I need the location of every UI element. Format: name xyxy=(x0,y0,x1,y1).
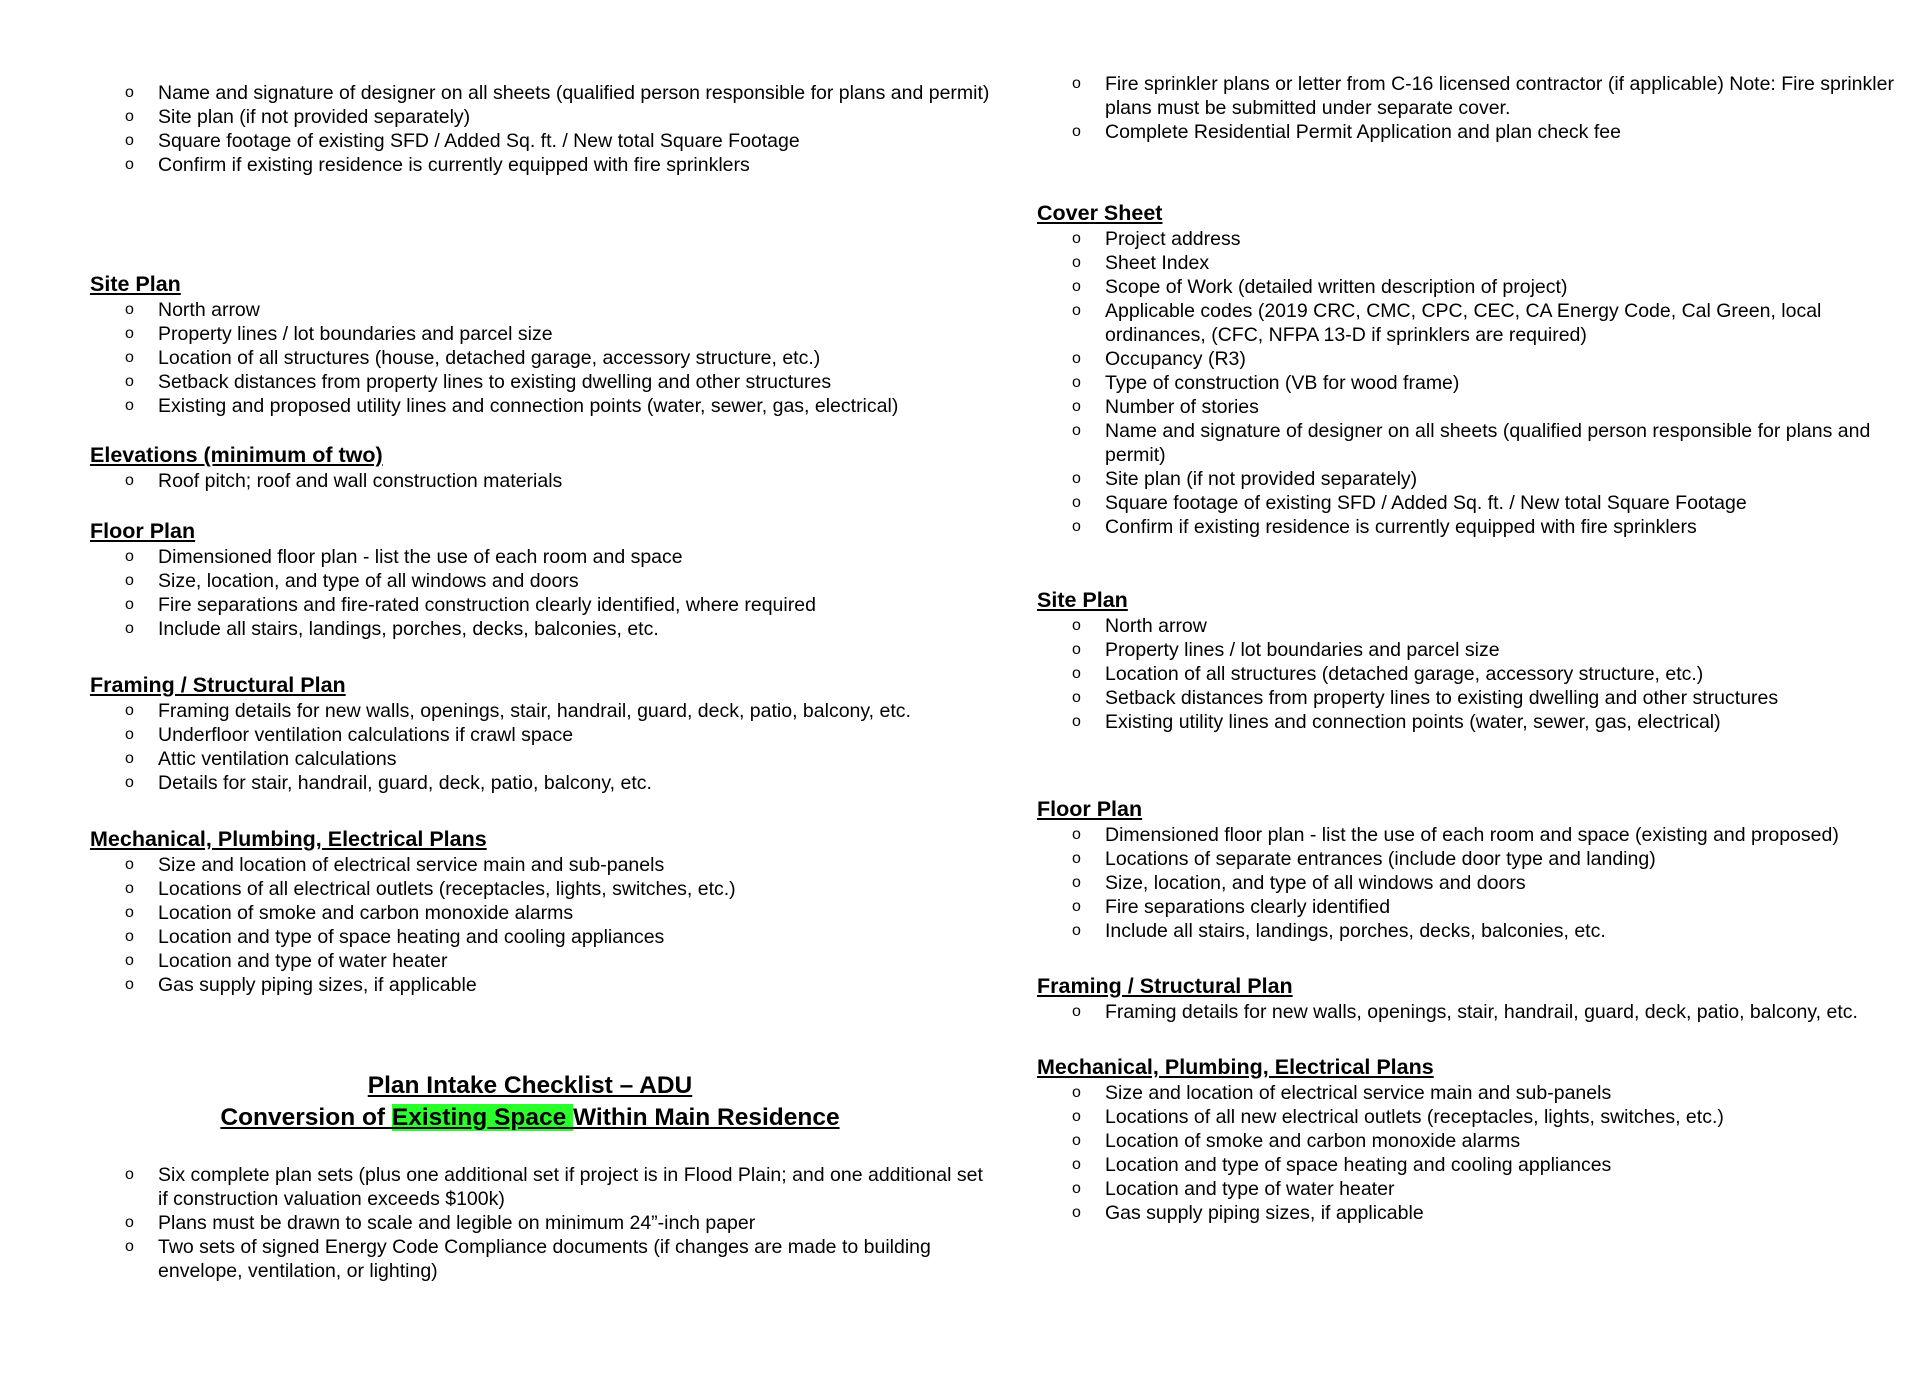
bullet-icon: o xyxy=(1072,422,1081,439)
list-item-text: Location of smoke and carbon monoxide alarms xyxy=(1105,1130,1521,1152)
list-item xyxy=(90,901,990,925)
list-item xyxy=(90,1235,990,1283)
list-item-text: Type of construction (VB for wood frame) xyxy=(1105,372,1460,394)
bullet-icon: o xyxy=(1072,230,1081,247)
list-item xyxy=(90,699,990,723)
section-heading: Cover Sheet xyxy=(1037,201,1163,225)
list-item xyxy=(1037,1081,1917,1105)
bullet-icon: o xyxy=(1072,1084,1081,1101)
list-item-text: Six complete plan sets (plus one additional set if project is in Flood Plain; and one additional set if construction valuation exceeds $100k) xyxy=(158,1164,983,1210)
right-framing-section xyxy=(1037,973,1917,1024)
list-item-text: Property lines / lot boundaries and parcel size xyxy=(158,323,553,345)
right-top-section xyxy=(1037,72,1917,144)
section-heading: Floor Plan xyxy=(1037,797,1143,821)
bullet-icon: o xyxy=(1072,75,1081,92)
list-item xyxy=(1037,823,1917,847)
bullet-list xyxy=(90,853,990,997)
bullet-icon: o xyxy=(125,572,134,589)
bullet-icon: o xyxy=(1072,665,1081,682)
list-item xyxy=(90,394,990,418)
list-item xyxy=(1037,1105,1917,1129)
bullet-icon: o xyxy=(1072,1132,1081,1149)
list-item-text: Include all stairs, landings, porches, decks, balconies, etc. xyxy=(1105,920,1606,942)
bullet-icon: o xyxy=(125,1238,134,1255)
list-item xyxy=(1037,871,1917,895)
list-item-text: Location and type of water heater xyxy=(1105,1178,1395,1200)
bullet-icon: o xyxy=(1072,850,1081,867)
left-framing-section xyxy=(90,672,990,795)
bullet-icon: o xyxy=(1072,689,1081,706)
list-item-text: Number of stories xyxy=(1105,396,1259,418)
list-item-text: Scope of Work (detailed written description of project) xyxy=(1105,276,1568,298)
bullet-icon: o xyxy=(1072,1204,1081,1221)
section-heading: Framing / Structural Plan xyxy=(1037,974,1293,998)
list-item xyxy=(90,1211,990,1235)
bullet-icon: o xyxy=(1072,898,1081,915)
bullet-icon: o xyxy=(1072,641,1081,658)
list-item xyxy=(1037,491,1917,515)
list-item-text: Size, location, and type of all windows and doors xyxy=(158,570,579,592)
list-item xyxy=(90,593,990,617)
bullet-list xyxy=(1037,614,1917,734)
list-item xyxy=(90,81,990,105)
list-item xyxy=(90,569,990,593)
list-item xyxy=(1037,710,1917,734)
right-site-plan-section xyxy=(1037,587,1917,734)
list-item-text: Confirm if existing residence is currently equipped with fire sprinklers xyxy=(158,154,750,176)
bullet-icon: o xyxy=(125,702,134,719)
list-item-text: Location and type of space heating and cooling appliances xyxy=(1105,1154,1612,1176)
list-item-text: Existing utility lines and connection points (water, sewer, gas, electrical) xyxy=(1105,711,1721,733)
checklist-title xyxy=(90,1070,970,1134)
list-item-text: Occupancy (R3) xyxy=(1105,348,1246,370)
bullet-icon: o xyxy=(125,349,134,366)
bullet-icon: o xyxy=(1072,1108,1081,1125)
list-item-text: Framing details for new walls, openings, stair, handrail, guard, deck, patio, balcony, etc. xyxy=(158,700,911,722)
bullet-list xyxy=(1037,823,1917,943)
list-item xyxy=(90,370,990,394)
list-item-text: Confirm if existing residence is currently equipped with fire sprinklers xyxy=(1105,516,1697,538)
section-heading: Mechanical, Plumbing, Electrical Plans xyxy=(1037,1055,1434,1079)
list-item-text: Property lines / lot boundaries and parcel size xyxy=(1105,639,1500,661)
list-item-text: North arrow xyxy=(158,299,260,321)
list-item xyxy=(1037,1129,1917,1153)
bullet-list xyxy=(1037,227,1917,539)
list-item xyxy=(1037,120,1917,144)
list-item-text: Complete Residential Permit Application and plan check fee xyxy=(1105,121,1621,143)
list-item-text: Fire separations clearly identified xyxy=(1105,896,1391,918)
list-item xyxy=(90,877,990,901)
list-item xyxy=(1037,275,1917,299)
bullet-icon: o xyxy=(1072,1180,1081,1197)
left-intake-section xyxy=(90,1163,990,1283)
bullet-icon: o xyxy=(125,397,134,414)
list-item-text: Setback distances from property lines to existing dwelling and other structures xyxy=(158,371,832,393)
list-item xyxy=(90,545,990,569)
bullet-icon: o xyxy=(125,928,134,945)
bullet-icon: o xyxy=(125,1166,134,1183)
list-item-text: Details for stair, handrail, guard, deck, patio, balcony, etc. xyxy=(158,772,652,794)
list-item-text: Site plan (if not provided separately) xyxy=(158,106,471,128)
bullet-icon: o xyxy=(125,952,134,969)
list-item xyxy=(90,973,990,997)
list-item-text: Sheet Index xyxy=(1105,252,1210,274)
list-item-text: Existing and proposed utility lines and connection points (water, sewer, gas, electrical) xyxy=(158,395,899,417)
bullet-icon: o xyxy=(1072,713,1081,730)
bullet-icon: o xyxy=(1072,826,1081,843)
list-item xyxy=(90,105,990,129)
section-heading: Site Plan xyxy=(90,272,181,296)
bullet-icon: o xyxy=(1072,1003,1081,1020)
checklist-title-line-1: Plan Intake Checklist – ADU xyxy=(367,1072,693,1099)
bullet-icon: o xyxy=(1072,494,1081,511)
left-top-section xyxy=(90,81,990,177)
checklist-title-line-2 xyxy=(90,1102,970,1134)
bullet-icon: o xyxy=(1072,302,1081,319)
highlighted-text: Existing Space xyxy=(391,1104,574,1131)
list-item xyxy=(1037,1201,1917,1225)
list-item-text: Location and type of space heating and cooling appliances xyxy=(158,926,665,948)
list-item xyxy=(1037,847,1917,871)
list-item xyxy=(1037,662,1917,686)
section-heading: Framing / Structural Plan xyxy=(90,673,346,697)
list-item-text: Size, location, and type of all windows and doors xyxy=(1105,872,1526,894)
list-item xyxy=(90,747,990,771)
bullet-icon: o xyxy=(1072,123,1081,140)
list-item xyxy=(90,723,990,747)
list-item xyxy=(1037,638,1917,662)
list-item-text: Location of all structures (detached garage, accessory structure, etc.) xyxy=(1105,663,1704,685)
left-floor-plan-section xyxy=(90,518,990,641)
bullet-icon: o xyxy=(125,548,134,565)
list-item-text: Location of all structures (house, detached garage, accessory structure, etc.) xyxy=(158,347,821,369)
section-heading: Mechanical, Plumbing, Electrical Plans xyxy=(90,827,487,851)
list-item-text: Name and signature of designer on all sheets (qualified person responsible for plans and permit) xyxy=(1105,420,1871,466)
bullet-icon: o xyxy=(125,373,134,390)
list-item xyxy=(90,298,990,322)
list-item-text: Setback distances from property lines to existing dwelling and other structures xyxy=(1105,687,1779,709)
bullet-list xyxy=(90,1163,990,1283)
list-item-text: Locations of separate entrances (include door type and landing) xyxy=(1105,848,1656,870)
list-item-text: Dimensioned floor plan - list the use of each room and space (existing and proposed) xyxy=(1105,824,1839,846)
bullet-icon: o xyxy=(125,156,134,173)
list-item xyxy=(1037,371,1917,395)
title-text: Within Main Residence xyxy=(573,1104,840,1131)
list-item-text: Underfloor ventilation calculations if crawl space xyxy=(158,724,574,746)
section-heading: Elevations (minimum of two) xyxy=(90,443,383,467)
list-item-text: Location and type of water heater xyxy=(158,950,448,972)
list-item-text: Plans must be drawn to scale and legible on minimum 24”-inch paper xyxy=(158,1212,756,1234)
list-item xyxy=(90,322,990,346)
list-item-text: North arrow xyxy=(1105,615,1207,637)
bullet-icon: o xyxy=(125,84,134,101)
list-item-text: Roof pitch; roof and wall construction materials xyxy=(158,470,563,492)
bullet-icon: o xyxy=(125,620,134,637)
bullet-icon: o xyxy=(125,1214,134,1231)
list-item-text: Framing details for new walls, openings, stair, handrail, guard, deck, patio, balcony, etc. xyxy=(1105,1001,1858,1023)
right-mep-section xyxy=(1037,1054,1917,1225)
bullet-list xyxy=(1037,72,1917,144)
list-item xyxy=(1037,686,1917,710)
list-item xyxy=(1037,347,1917,371)
bullet-list xyxy=(90,469,990,493)
list-item-text: Fire separations and fire-rated construction clearly identified, where required xyxy=(158,594,816,616)
bullet-icon: o xyxy=(125,774,134,791)
list-item xyxy=(90,853,990,877)
list-item-text: Attic ventilation calculations xyxy=(158,748,397,770)
list-item xyxy=(90,153,990,177)
list-item xyxy=(90,469,990,493)
list-item xyxy=(1037,395,1917,419)
bullet-list xyxy=(90,545,990,641)
left-elevations-section xyxy=(90,442,990,493)
list-item-text: Project address xyxy=(1105,228,1241,250)
list-item xyxy=(1037,1000,1917,1024)
list-item-text: Include all stairs, landings, porches, decks, balconies, etc. xyxy=(158,618,659,640)
right-cover-sheet-section xyxy=(1037,200,1917,539)
list-item xyxy=(90,346,990,370)
title-text: Conversion of xyxy=(220,1104,392,1131)
bullet-list xyxy=(90,81,990,177)
bullet-icon: o xyxy=(1072,1156,1081,1173)
bullet-icon: o xyxy=(1072,254,1081,271)
list-item xyxy=(90,949,990,973)
list-item-text: Size and location of electrical service main and sub-panels xyxy=(1105,1082,1612,1104)
list-item xyxy=(1037,299,1917,347)
bullet-list xyxy=(90,699,990,795)
list-item xyxy=(90,771,990,795)
list-item xyxy=(1037,1177,1917,1201)
list-item-text: Name and signature of designer on all sheets (qualified person responsible for plans and permit) xyxy=(158,82,990,104)
bullet-icon: o xyxy=(125,976,134,993)
list-item-text: Two sets of signed Energy Code Compliance documents (if changes are made to building envelope, ventilation, or lighting) xyxy=(158,1236,931,1282)
list-item xyxy=(1037,72,1917,120)
bullet-icon: o xyxy=(1072,398,1081,415)
bullet-icon: o xyxy=(1072,350,1081,367)
bullet-icon: o xyxy=(1072,374,1081,391)
bullet-icon: o xyxy=(1072,470,1081,487)
list-item-text: Square footage of existing SFD / Added Sq. ft. / New total Square Footage xyxy=(1105,492,1747,514)
list-item xyxy=(1037,419,1917,467)
bullet-icon: o xyxy=(125,880,134,897)
bullet-list xyxy=(90,298,990,418)
list-item xyxy=(1037,227,1917,251)
bullet-list xyxy=(1037,1000,1917,1024)
list-item-text: Applicable codes (2019 CRC, CMC, CPC, CEC, CA Energy Code, Cal Green, local ordinances, (CFC, NFPA 13-D if sprinklers are required) xyxy=(1105,300,1822,346)
section-heading: Floor Plan xyxy=(90,519,196,543)
list-item xyxy=(1037,895,1917,919)
section-heading: Site Plan xyxy=(1037,588,1128,612)
bullet-icon: o xyxy=(125,301,134,318)
bullet-icon: o xyxy=(125,904,134,921)
right-floor-plan-section xyxy=(1037,796,1917,943)
list-item-text: Square footage of existing SFD / Added Sq. ft. / New total Square Footage xyxy=(158,130,800,152)
list-item-text: Gas supply piping sizes, if applicable xyxy=(158,974,477,996)
list-item xyxy=(90,925,990,949)
bullet-icon: o xyxy=(125,856,134,873)
list-item xyxy=(90,129,990,153)
bullet-icon: o xyxy=(125,596,134,613)
list-item xyxy=(1037,251,1917,275)
list-item xyxy=(1037,614,1917,638)
list-item xyxy=(1037,1153,1917,1177)
bullet-icon: o xyxy=(1072,874,1081,891)
list-item xyxy=(1037,919,1917,943)
list-item xyxy=(1037,467,1917,491)
list-item-text: Location of smoke and carbon monoxide alarms xyxy=(158,902,574,924)
list-item-text: Gas supply piping sizes, if applicable xyxy=(1105,1202,1424,1224)
bullet-icon: o xyxy=(125,472,134,489)
list-item-text: Fire sprinkler plans or letter from C-16 licensed contractor (if applicable) Note: Fire sprinkler plans must be submitted under separate cover. xyxy=(1105,73,1894,119)
left-mep-section xyxy=(90,826,990,997)
bullet-icon: o xyxy=(125,108,134,125)
list-item-text: Size and location of electrical service main and sub-panels xyxy=(158,854,665,876)
list-item xyxy=(90,1163,990,1211)
bullet-list xyxy=(1037,1081,1917,1225)
list-item-text: Locations of all new electrical outlets (receptacles, lights, switches, etc.) xyxy=(1105,1106,1724,1128)
bullet-icon: o xyxy=(1072,617,1081,634)
list-item-text: Locations of all electrical outlets (receptacles, lights, switches, etc.) xyxy=(158,878,736,900)
left-site-plan-section xyxy=(90,271,990,418)
bullet-icon: o xyxy=(125,325,134,342)
bullet-icon: o xyxy=(1072,922,1081,939)
bullet-icon: o xyxy=(125,726,134,743)
bullet-icon: o xyxy=(1072,518,1081,535)
list-item xyxy=(1037,515,1917,539)
list-item-text: Site plan (if not provided separately) xyxy=(1105,468,1418,490)
bullet-icon: o xyxy=(125,132,134,149)
bullet-icon: o xyxy=(125,750,134,767)
bullet-icon: o xyxy=(1072,278,1081,295)
list-item xyxy=(90,617,990,641)
list-item-text: Dimensioned floor plan - list the use of each room and space xyxy=(158,546,683,568)
